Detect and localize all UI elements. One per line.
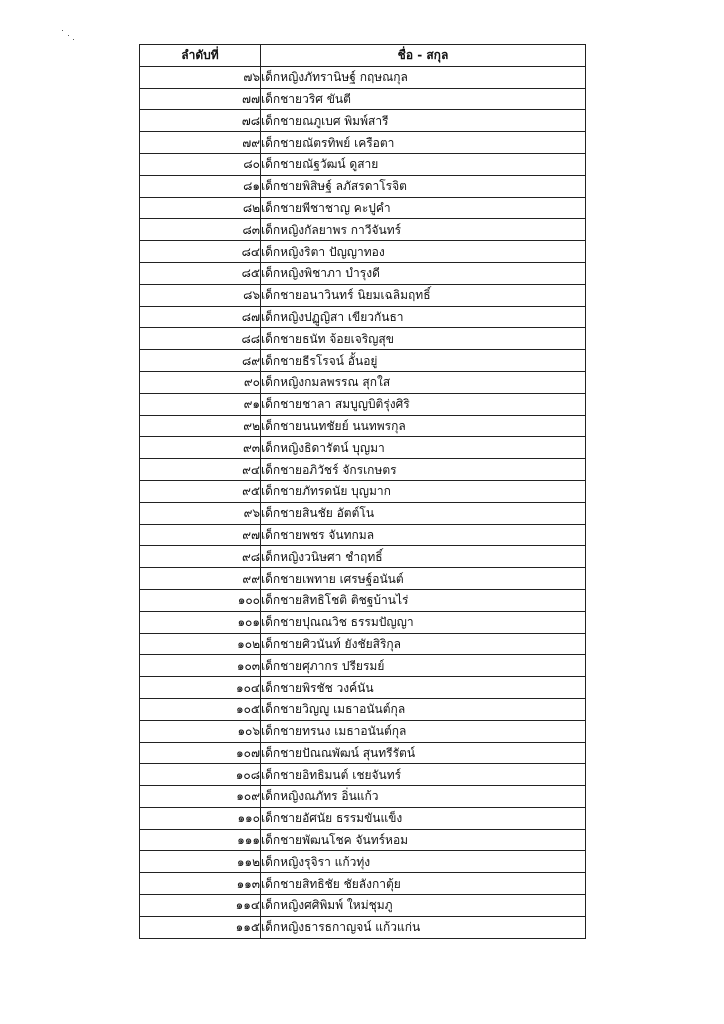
row-number: ๘๓ bbox=[140, 219, 261, 241]
table-row bbox=[140, 480, 586, 502]
row-number: ๗๙ bbox=[140, 132, 261, 154]
row-number: ๙๔ bbox=[140, 459, 261, 481]
student-name: เด็กหญิงธิดารัตน์ บุญมา bbox=[261, 437, 586, 459]
table-row bbox=[140, 807, 586, 829]
table-row bbox=[140, 546, 586, 568]
row-number: ๑๑๒ bbox=[140, 851, 261, 873]
student-name: เด็กชายทรนง เมธาอนันต์กุล bbox=[261, 720, 586, 742]
table-row bbox=[140, 284, 586, 306]
name-column-header: ชื่อ - สกุล bbox=[261, 45, 586, 67]
student-name: เด็กชายนนทชัยย์ นนทพรกุล bbox=[261, 415, 586, 437]
student-name: เด็กชายสิทธิโชติ ติชฐบ้านไร่ bbox=[261, 589, 586, 611]
student-name: เด็กหญิงพิชาภา บำรุงดี bbox=[261, 262, 586, 284]
student-name: เด็กชายชาลา สมบูญบิติรุ่งศิริ bbox=[261, 393, 586, 415]
table-row bbox=[140, 611, 586, 633]
table-row bbox=[140, 219, 586, 241]
table-row bbox=[140, 110, 586, 132]
table-row bbox=[140, 742, 586, 764]
table-row bbox=[140, 677, 586, 699]
row-number: ๘๑ bbox=[140, 175, 261, 197]
row-number: ๑๐๔ bbox=[140, 677, 261, 699]
student-name: เด็กชายพิสิษฐ์ ลภัสรดาโรจิต bbox=[261, 175, 586, 197]
table-row bbox=[140, 153, 586, 175]
student-name: เด็กชายธนัท จ้อยเจริญสุข bbox=[261, 328, 586, 350]
row-number: ๙๙ bbox=[140, 568, 261, 590]
table-row bbox=[140, 350, 586, 372]
student-name: เด็กหญิงริตา ปัญญาทอง bbox=[261, 241, 586, 263]
table-row bbox=[140, 459, 586, 481]
table-row bbox=[140, 916, 586, 938]
student-name: เด็กชายธีรโรจน์ อั้นอยู่ bbox=[261, 350, 586, 372]
row-number: ๘๖ bbox=[140, 284, 261, 306]
student-name: เด็กชายภัทรดนัย บุญมาก bbox=[261, 480, 586, 502]
row-number: ๙๑ bbox=[140, 393, 261, 415]
student-roster-table bbox=[139, 44, 586, 939]
table-row bbox=[140, 829, 586, 851]
student-name: เด็กชายวริศ ขันตี bbox=[261, 88, 586, 110]
row-number: ๑๑๑ bbox=[140, 829, 261, 851]
student-name: เด็กหญิงปฏูญิสา เขียวกันธา bbox=[261, 306, 586, 328]
row-number: ๘๒ bbox=[140, 197, 261, 219]
student-name: เด็กหญิงรุจิรา แก้วทุ่ง bbox=[261, 851, 586, 873]
table-row bbox=[140, 764, 586, 786]
row-number: ๑๑๓ bbox=[140, 873, 261, 895]
row-number: ๘๗ bbox=[140, 306, 261, 328]
student-name: เด็กชายอภิวัชร์ จักรเกษตร bbox=[261, 459, 586, 481]
row-number: ๙๓ bbox=[140, 437, 261, 459]
row-number: ๗๗ bbox=[140, 88, 261, 110]
table-row bbox=[140, 524, 586, 546]
row-number: ๙๖ bbox=[140, 502, 261, 524]
student-name: เด็กชายอิทธิมนต์ เชยจันทร์ bbox=[261, 764, 586, 786]
row-number: ๑๐๒ bbox=[140, 633, 261, 655]
student-name: เด็กชายวิญญู เมธาอนันต์กุล bbox=[261, 698, 586, 720]
table-row bbox=[140, 786, 586, 808]
table-row bbox=[140, 720, 586, 742]
table-row bbox=[140, 698, 586, 720]
row-number: ๙๐ bbox=[140, 371, 261, 393]
table-row bbox=[140, 328, 586, 350]
table-row bbox=[140, 88, 586, 110]
row-number: ๗๖ bbox=[140, 66, 261, 88]
student-name: เด็กชายศุภากร ปรียรมย์ bbox=[261, 655, 586, 677]
student-name: เด็กหญิงภัทรานิษฐ์ กฤษณกุล bbox=[261, 66, 586, 88]
table-row bbox=[140, 851, 586, 873]
table-row bbox=[140, 66, 586, 88]
table-row bbox=[140, 306, 586, 328]
student-name: เด็กชายอนาวินทร์ นิยมเฉลิมฤทธิ์ bbox=[261, 284, 586, 306]
table-row bbox=[140, 262, 586, 284]
row-number: ๘๐ bbox=[140, 153, 261, 175]
row-number: ๙๒ bbox=[140, 415, 261, 437]
student-name: เด็กชายสินชัย อัตต์โน bbox=[261, 502, 586, 524]
row-number: ๙๘ bbox=[140, 546, 261, 568]
table-body bbox=[140, 66, 586, 938]
table-row bbox=[140, 568, 586, 590]
table-row bbox=[140, 175, 586, 197]
row-number: ๑๐๗ bbox=[140, 742, 261, 764]
table-header-row bbox=[140, 45, 586, 67]
row-number: ๑๐๙ bbox=[140, 786, 261, 808]
table-row bbox=[140, 415, 586, 437]
row-number: ๘๕ bbox=[140, 262, 261, 284]
student-name: เด็กชายณภูเบศ พิมพ์สารี bbox=[261, 110, 586, 132]
row-number: ๙๕ bbox=[140, 480, 261, 502]
student-name: เด็กชายศิวนันท์ ยังชัยสิริกุล bbox=[261, 633, 586, 655]
student-name: เด็กหญิงวนิษศา ชำฤทธิ์ bbox=[261, 546, 586, 568]
table-row bbox=[140, 895, 586, 917]
table-row bbox=[140, 197, 586, 219]
student-name: เด็กชายเพทาย เศรษฐ์อนันต์ bbox=[261, 568, 586, 590]
student-name: เด็กชายพีชาชาญ คะปูคำ bbox=[261, 197, 586, 219]
row-number: ๑๑๐ bbox=[140, 807, 261, 829]
row-number: ๑๐๕ bbox=[140, 698, 261, 720]
table-row bbox=[140, 393, 586, 415]
student-name: เด็กชายพิรชัช วงค์นัน bbox=[261, 677, 586, 699]
student-name: เด็กหญิงกมลพรรณ สุกใส bbox=[261, 371, 586, 393]
table-row bbox=[140, 437, 586, 459]
row-number: ๘๘ bbox=[140, 328, 261, 350]
student-name: เด็กชายพัฒนโชค จันทร์หอม bbox=[261, 829, 586, 851]
table-row bbox=[140, 132, 586, 154]
student-name: เด็กหญิงณภัทร อิ่นแก้ว bbox=[261, 786, 586, 808]
student-name: เด็กชายสิทธิชัย ชัยลังกาตุ้ย bbox=[261, 873, 586, 895]
row-number: ๑๑๔ bbox=[140, 895, 261, 917]
student-name: เด็กชายพชร จันทกมล bbox=[261, 524, 586, 546]
table-row bbox=[140, 589, 586, 611]
row-number: ๑๐๓ bbox=[140, 655, 261, 677]
row-number: ๑๐๖ bbox=[140, 720, 261, 742]
table-row bbox=[140, 502, 586, 524]
row-number: ๗๘ bbox=[140, 110, 261, 132]
row-number: ๑๑๕ bbox=[140, 916, 261, 938]
student-name: เด็กหญิงธารธกาญจน์ แก้วแก่น bbox=[261, 916, 586, 938]
student-name: เด็กหญิงศศิพิมพ์ ใหม่ชุมภู bbox=[261, 895, 586, 917]
student-name: เด็กชายอัศนัย ธรรมขันแข็ง bbox=[261, 807, 586, 829]
row-number: ๘๔ bbox=[140, 241, 261, 263]
table-row bbox=[140, 655, 586, 677]
table-row bbox=[140, 873, 586, 895]
number-column-header: ลำดับที่ bbox=[140, 45, 261, 67]
student-name: เด็กหญิงกัลยาพร กาวีจันทร์ bbox=[261, 219, 586, 241]
student-name: เด็กชายปัณณพัฒน์ สุนทรีรัตน์ bbox=[261, 742, 586, 764]
table-row bbox=[140, 371, 586, 393]
row-number: ๑๐๐ bbox=[140, 589, 261, 611]
student-name: เด็กชายปุณณวิช ธรรมปัญญา bbox=[261, 611, 586, 633]
student-name: เด็กชายณัฐวัฒน์ ดูสาย bbox=[261, 153, 586, 175]
table-row bbox=[140, 633, 586, 655]
row-number: ๑๐๘ bbox=[140, 764, 261, 786]
student-name: เด็กชายณัตรทิพย์ เครือตา bbox=[261, 132, 586, 154]
row-number: ๘๙ bbox=[140, 350, 261, 372]
row-number: ๑๐๑ bbox=[140, 611, 261, 633]
row-number: ๙๗ bbox=[140, 524, 261, 546]
table-row bbox=[140, 241, 586, 263]
